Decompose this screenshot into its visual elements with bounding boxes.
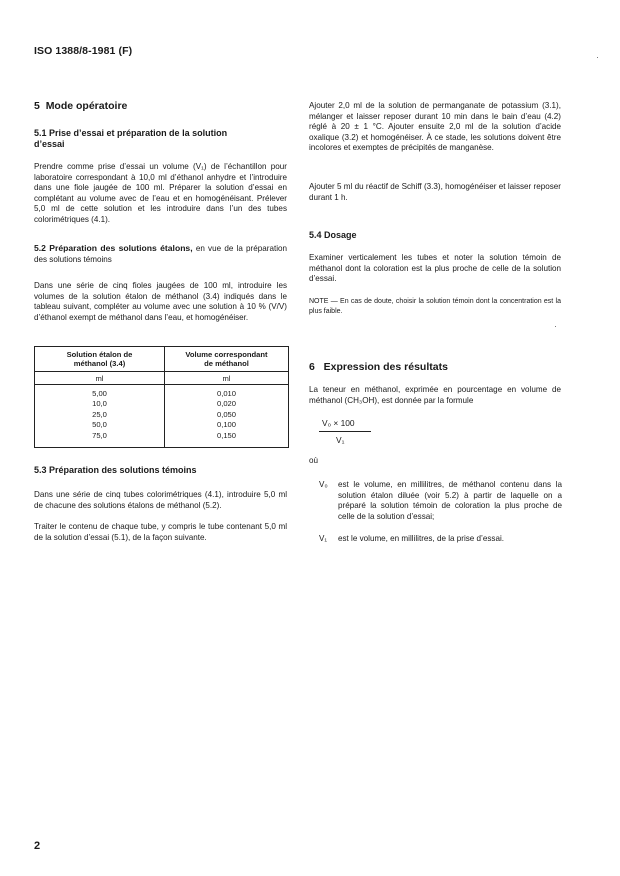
- table-cell-standard-solution: 75,0: [92, 430, 107, 440]
- section-5-3-text-2: Traiter le contenu de chaque tube, y compris le tube contenant 5,0 ml de la solution d’essai (5.1), de la façon suivante.: [34, 522, 287, 542]
- col2-header-line1: Volume correspondant: [185, 350, 268, 359]
- formula-denominator: V₁: [336, 435, 345, 445]
- section-5-1-title-line1: 5.1 Prise d’essai et préparation de la solution: [34, 128, 228, 138]
- section-6-intro: La teneur en méthanol, exprimée en pourcentage en volume de méthanol (CH₃OH), est donnée par la formule: [309, 385, 561, 405]
- where-label: où: [309, 456, 319, 465]
- table-cell-methanol-volume: 0,050: [216, 409, 236, 419]
- schiff-reagent-text: Ajouter 5 ml du réactif de Schiff (3.3), homogénéiser et laisser reposer durant 1 h.: [309, 182, 561, 202]
- scan-speck: [555, 326, 556, 327]
- v1-definition: est le volume, en millilitres, de la prise d’essai.: [338, 534, 504, 543]
- page-number: 2: [34, 840, 41, 852]
- formula-numerator: V₀ × 100: [322, 418, 355, 428]
- section-5-4-title: 5.4 Dosage: [309, 230, 357, 240]
- section-5-heading: [34, 100, 127, 112]
- table-cell-methanol-volume: 0,150: [216, 430, 236, 440]
- section-6-heading: [309, 361, 448, 373]
- table-header-col1: [35, 351, 164, 368]
- table-cell-standard-solution: 10,0: [92, 399, 107, 409]
- section-5-3-title: 5.3 Préparation des solutions témoins: [34, 465, 197, 475]
- section-5-number: 5: [34, 100, 40, 112]
- section-5-1: [34, 128, 287, 150]
- col2-unit: ml: [222, 374, 231, 383]
- col1-unit: ml: [95, 374, 104, 383]
- section-5-1-text: Prendre comme prise d’essai un volume (V₁) de l’échantillon pour laboratoire correspondant à 10,0 ml d’éthanol anhydre et l’introduire dans une fiole jaugée de 100 ml. Préparer la solution d’essai en complétant au volume avec de l’eau et en homogénéisant. Prélever 5,0 ml de cette solution et les introduire dans l’un des tubes colorimétriques (4.1).: [34, 162, 287, 224]
- scan-speck: [597, 57, 598, 58]
- section-6-number: 6: [309, 361, 315, 373]
- section-5-4-text: Examiner verticalement les tubes et noter la solution témoin de méthanol dont la coloration est la plus proche de celle de la solution d’essai.: [309, 253, 561, 284]
- table-cell-methanol-volume: 0,020: [216, 399, 236, 409]
- section-5-title: Mode opératoire: [45, 100, 128, 112]
- v0-definition: est le volume, en millilitres, de méthanol contenu dans la solution étalon diluée (voir 5.2) à partir de laquelle on a préparé la solution témoin de coloration la plus proche de celle de la solution d’essai;: [338, 480, 562, 521]
- section-5-2-title: 5.2 Préparation des solutions étalons,: [34, 243, 193, 253]
- table-cell-methanol-volume: 0,100: [216, 420, 236, 430]
- table-cell-standard-solution: 25,0: [92, 409, 107, 419]
- col2-header-line2: de méthanol: [204, 358, 249, 368]
- section-5-2-title-rest: en vue de la préparation des solutions témoins: [34, 244, 287, 264]
- col1-header-line1: Solution étalon de: [66, 350, 133, 359]
- section-5-3-text-1: Dans une série de cinq tubes colorimétriques (4.1), introduire 5,0 ml de chacune des solutions étalons de méthanol (5.2).: [34, 490, 287, 510]
- section-5-2-paragraph: [34, 243, 287, 265]
- reagent-procedure-text: Ajouter 2,0 ml de la solution de permanganate de potassium (3.1), mélanger et laisser reposer durant 10 min dans le bain d’eau (4.2) réglé à 20 ± 1 °C. Ajouter ensuite 2,0 ml de la solution d’acide oxalique (3.2) et homogénéiser. À ce stade, les solutions doivent être incolores et exemptes de précipités de manganèse.: [309, 101, 561, 153]
- table-header-divider: [35, 371, 288, 372]
- col1-header-line2: méthanol (3.4): [73, 358, 126, 368]
- section-5-2-text: Dans une série de cinq fioles jaugées de 100 ml, introduire les volumes de la solution étalon de méthanol (3.4) indiqués dans le tableau suivant, compléter au volume avec une solution à 10 % (V/V) d’éthanol exempt de méthanol dans l’eau, et homogénéiser.: [34, 281, 287, 322]
- table-cell-standard-solution: 50,0: [92, 420, 107, 430]
- standard-solutions-table: [34, 346, 289, 448]
- section-6-title: Expression des résultats: [323, 361, 448, 373]
- table-header-col2: [165, 351, 288, 368]
- section-5-1-title-line2: d’essai: [34, 139, 65, 149]
- section-5-4-note: NOTE — En cas de doute, choisir la solution témoin dont la concentration est la plus faible.: [309, 298, 561, 315]
- v1-symbol: V₁: [319, 534, 328, 543]
- formula-fraction-bar: [319, 431, 371, 432]
- table-cell-standard-solution: 5,00: [92, 389, 107, 398]
- table-cell-methanol-volume: 0,010: [216, 389, 236, 398]
- v0-symbol: V₀: [319, 480, 328, 489]
- document-header: ISO 1388/8-1981 (F): [34, 45, 133, 57]
- table-unit-divider: [35, 384, 288, 385]
